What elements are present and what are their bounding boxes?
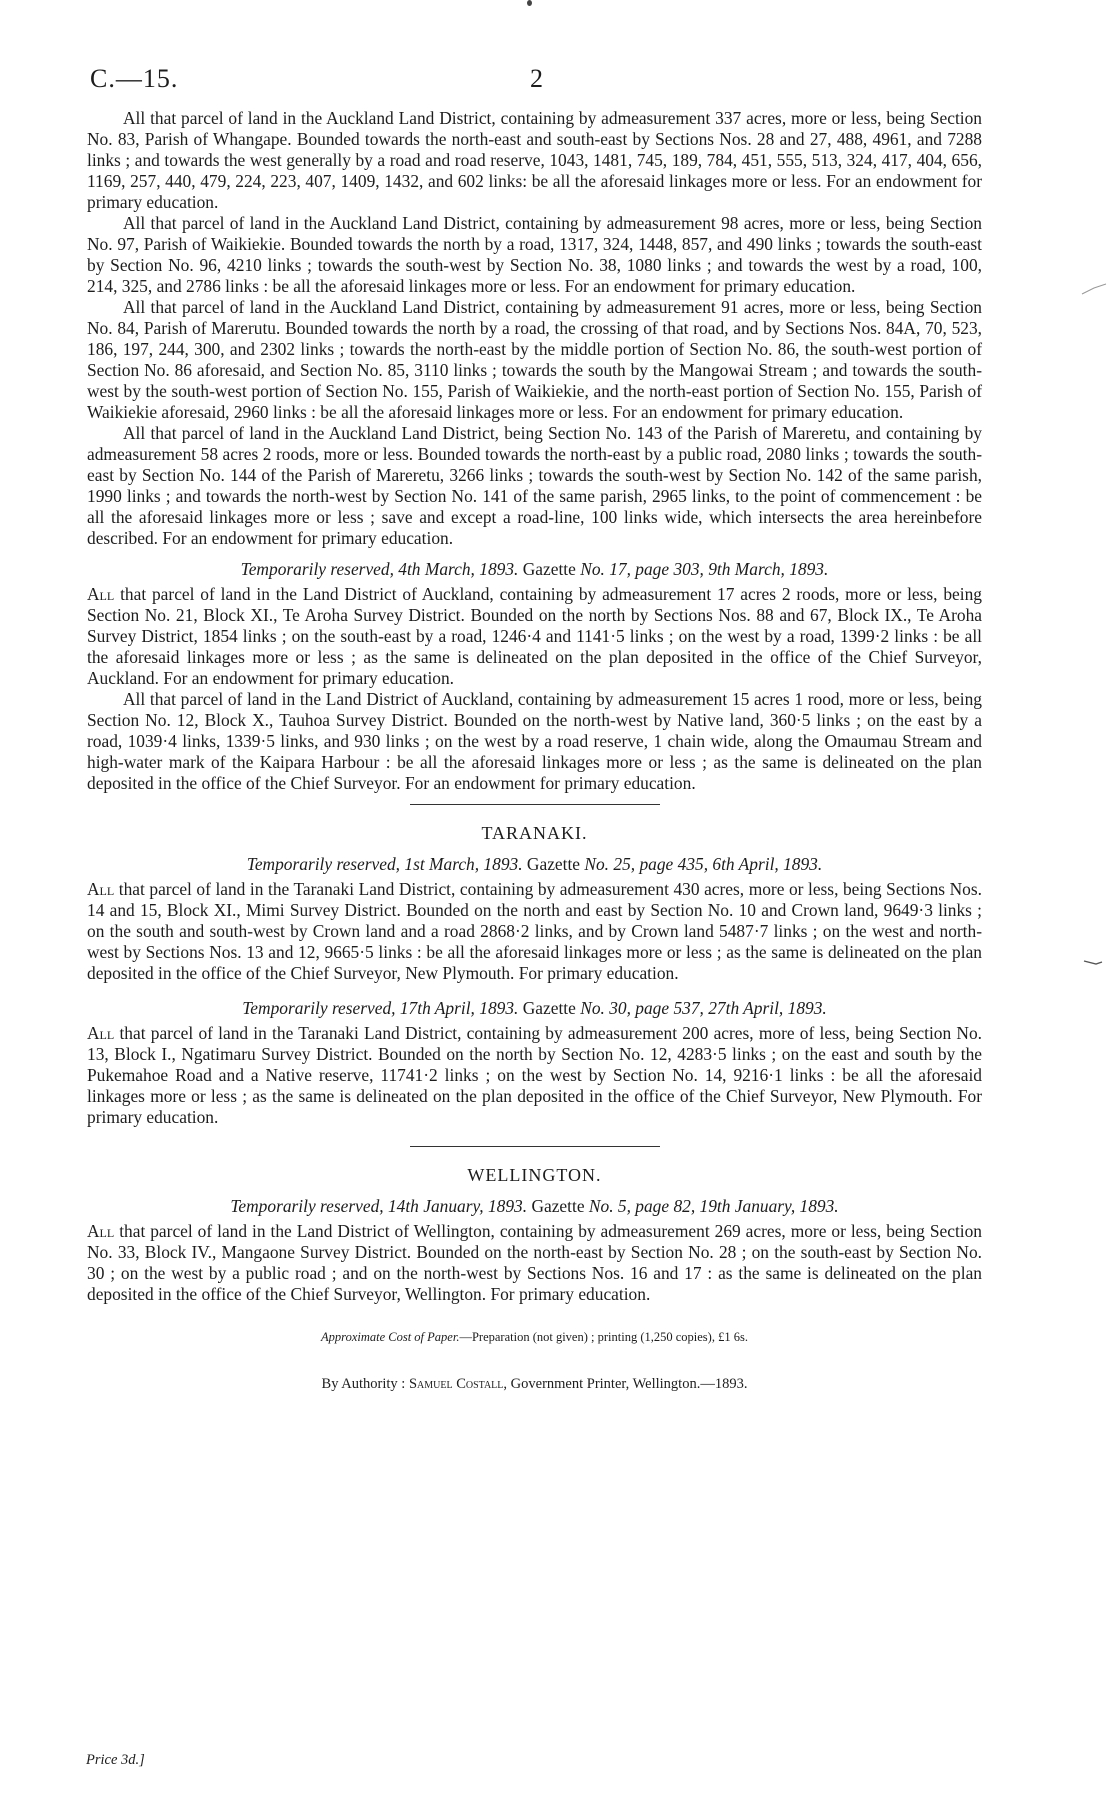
gazette-label: Gazette — [522, 559, 576, 579]
paragraph-text: that parcel of land in the Land District of Auckland, containing by admeasurement 17 acres 2 roods, more or less, being Section No. 21, Block XI., Te Aroha Survey District. Bounded on the north by Sections Nos. 88 and 67, Block IX., Te Aroha Survey District, 1854 links ; on the south-east by a road, 1246·4 and 1141·5 links ; on the west by a road, 1399·2 links : be all the aforesaid linkages more or less ; as the same is delineated on the plan deposited in the office of the Chief Surveyor, Auckland. For an endowment for primary education. — [87, 584, 982, 688]
paragraph-text: that parcel of land in the Taranaki Land District, containing by admeasurement 430 acres, more or less, being Sections Nos. 14 and 15, Block XI., Mimi Survey District. Bounded on the north and east by Section No. 10 and Crown land, 9649·3 links ; on the south and south-west by Crown land and a road 2868·2 links, and by Crown land 5487·7 links ; on the west and north-west by Sections Nos. 13 and 12, 9665·5 links : be all the aforesaid linkages more or less ; as the same is delineated on the plan deposited in the office of the Chief Surveyor, New Plymouth. For primary education. — [87, 879, 982, 983]
margin-mark-icon — [1080, 282, 1108, 296]
reservation-date: Temporarily reserved, 1st March, 1893. — [246, 854, 523, 874]
paragraph-text: All that parcel of land in the Land District of Auckland, containing by admeasurement 15 acres 1 rood, more or less, being Section No. 12, Block X., Tauhoa Survey District. Bounded on the north-west by Native land, 360·5 links ; on the east by a road, 1039·4 links, 1339·5 links, and 930 links ; on the west by a road reserve, 1 chain wide, along the Omaumau Stream and high-water mark of the Kaipara Harbour : be all the aforesaid linkages more or less ; as the same is delineated on the plan deposited in the office of the Chief Surveyor. For an endowment for primary education. — [87, 689, 982, 793]
section-divider — [410, 1146, 660, 1147]
gazette-label: Gazette — [526, 854, 581, 874]
paragraph-text: that parcel of land in the Taranaki Land District, containing by admeasurement 200 acres, more of less, being Section No. 13, Block I., Ngatimaru Survey District. Bounded on the north by Section No. 12, 4283·5 links ; on the east and south by the Pukemahoe Road and a Native reserve, 11741·2 links ; on the west by Section No. 14, 9216·1 links : be all the aforesaid linkages more or less ; as the same is delineated on the plan deposited in the office of the Chief Surveyor, New Plymouth. For primary education. — [87, 1023, 982, 1127]
page-number: 2 — [530, 64, 543, 93]
price-note: Price 3d.] — [86, 1752, 145, 1768]
printer-name: Samuel Costall — [408, 1376, 504, 1392]
reservation-date: Temporarily reserved, 4th March, 1893. — [240, 559, 519, 579]
page-header — [90, 64, 1040, 100]
reservation-date: Temporarily reserved, 14th January, 1893. — [230, 1196, 528, 1216]
paragraph-auckland-4: All that parcel of land in the Auckland Land District, being Section No. 143 of the Parish of Mareretu, and containing by admeasurement 58 acres 2 roods, more or less. Bounded towards the north-east by a public road, 2080 links ; towards the south-east by Section No. 144 of the Parish of Mareretu, 3266 links ; towards the south-west by Section No. 142 of the same parish, 1990 links ; and towards the north-west by Section No. 141 of the same parish, 2965 links, to the point of commencement : be all the aforesaid linkages more or less ; save and except a road-line, 100 links wide, which intersects the area hereinbefore described. For an endowment for primary education. — [87, 423, 982, 548]
section-heading-taranaki: TARANAKI. — [481, 823, 588, 843]
printer-authority — [87, 1374, 982, 1395]
reservation-notice-1 — [87, 559, 982, 580]
paragraph-lead: All — [87, 879, 115, 899]
gazette-label: Gazette — [531, 1196, 585, 1216]
paragraph-auckland-5 — [87, 584, 982, 689]
gazette-label: Gazette — [522, 998, 576, 1018]
document-code: C.—15. — [90, 64, 179, 93]
paragraph-auckland-1: All that parcel of land in the Auckland Land District, containing by admeasurement 337 acres, more or less, being Section No. 83, Parish of Whangape. Bounded towards the north-east and south-east by Sections Nos. 28 and 27, 488, 4961, and 7288 links ; and towards the west generally by a road and road reserve, 1043, 1481, 745, 189, 784, 451, 555, 513, 324, 417, 404, 656, 1169, 257, 440, 479, 224, 223, 407, 1409, 1432, and 602 links: be all the aforesaid linkages more or less. For an endowment for primary education. — [87, 108, 982, 212]
paragraph-taranaki-1 — [87, 879, 982, 984]
document-body — [87, 108, 982, 1395]
paragraph-auckland-3: All that parcel of land in the Auckland Land District, containing by admeasurement 91 acres, more or less, being Section No. 84, Parish of Marerutu. Bounded towards the north by a road, the crossing of that road, and by Sections Nos. 84A, 70, 523, 186, 197, 244, 300, and 2302 links ; towards the north-east by the middle portion of Section No. 86, the south-west portion of Section No. 86 aforesaid, and Section No. 85, 3110 links ; towards the south by the Mangowai Stream ; and towards the south-west by the south-west portion of Section No. 155, Parish of Waikiekie, and the north-east portion of Section No. 155, Parish of Waikiekie aforesaid, 2960 links : be all the aforesaid linkages more or less. For an endowment for primary education. — [87, 297, 982, 422]
cost-of-paper-note — [87, 1327, 982, 1348]
paragraph-lead: All — [87, 1023, 115, 1043]
margin-arrow-icon — [1082, 958, 1104, 968]
printer-mark — [527, 0, 532, 6]
paragraph-auckland-2: All that parcel of land in the Auckland Land District, containing by admeasurement 98 acres, more or less, being Section No. 97, Parish of Waikiekie. Bounded towards the north by a road, 1317, 324, 1448, 857, and 490 links ; towards the south-east by Section No. 96, 4210 links ; towards the south-west by Section No. 38, 1080 links ; and towards the west by a road, 100, 214, 325, and 2786 links : be all the aforesaid linkages more or less. For an endowment for primary education. — [87, 213, 982, 296]
gazette-reference: No. 30, page 537, 27th April, 1893. — [580, 998, 827, 1018]
gazette-reference: No. 5, page 82, 19th January, 1893. — [588, 1196, 839, 1216]
reservation-notice-taranaki-1 — [87, 854, 982, 875]
gazette-reference: No. 17, page 303, 9th March, 1893. — [580, 559, 829, 579]
reservation-notice-wellington — [87, 1196, 982, 1217]
paragraph-text: that parcel of land in the Land District of Wellington, containing by admeasurement 269 acres, more or less, being Section No. 33, Block IV., Mangaone Survey District. Bounded on the north-east by Section No. 28 ; on the south-east by Section No. 30 ; on the west by a public road ; and on the north-west by Sections Nos. 16 and 17 : as the same is delineated on the plan deposited in the office of the Chief Surveyor, Wellington. For primary education. — [87, 1221, 982, 1304]
section-heading-wellington: WELLINGTON. — [467, 1165, 602, 1185]
paragraph-taranaki-2 — [87, 1023, 982, 1128]
authority-suffix: , Government Printer, Wellington.—1893. — [503, 1376, 748, 1392]
cost-label: Approximate Cost of Paper. — [321, 1330, 460, 1344]
authority-prefix: By Authority : — [321, 1376, 409, 1392]
paragraph-wellington-1 — [87, 1221, 982, 1305]
reservation-notice-taranaki-2 — [87, 998, 982, 1019]
paragraph-lead: All — [87, 1221, 115, 1241]
gazette-reference: No. 25, page 435, 6th April, 1893. — [584, 854, 823, 874]
paragraph-lead: All — [87, 584, 115, 604]
section-divider — [410, 804, 660, 805]
reservation-date: Temporarily reserved, 17th April, 1893. — [242, 998, 519, 1018]
paragraph-auckland-6 — [87, 689, 982, 794]
cost-text: —Preparation (not given) ; printing (1,250 copies), £1 6s. — [459, 1330, 748, 1344]
